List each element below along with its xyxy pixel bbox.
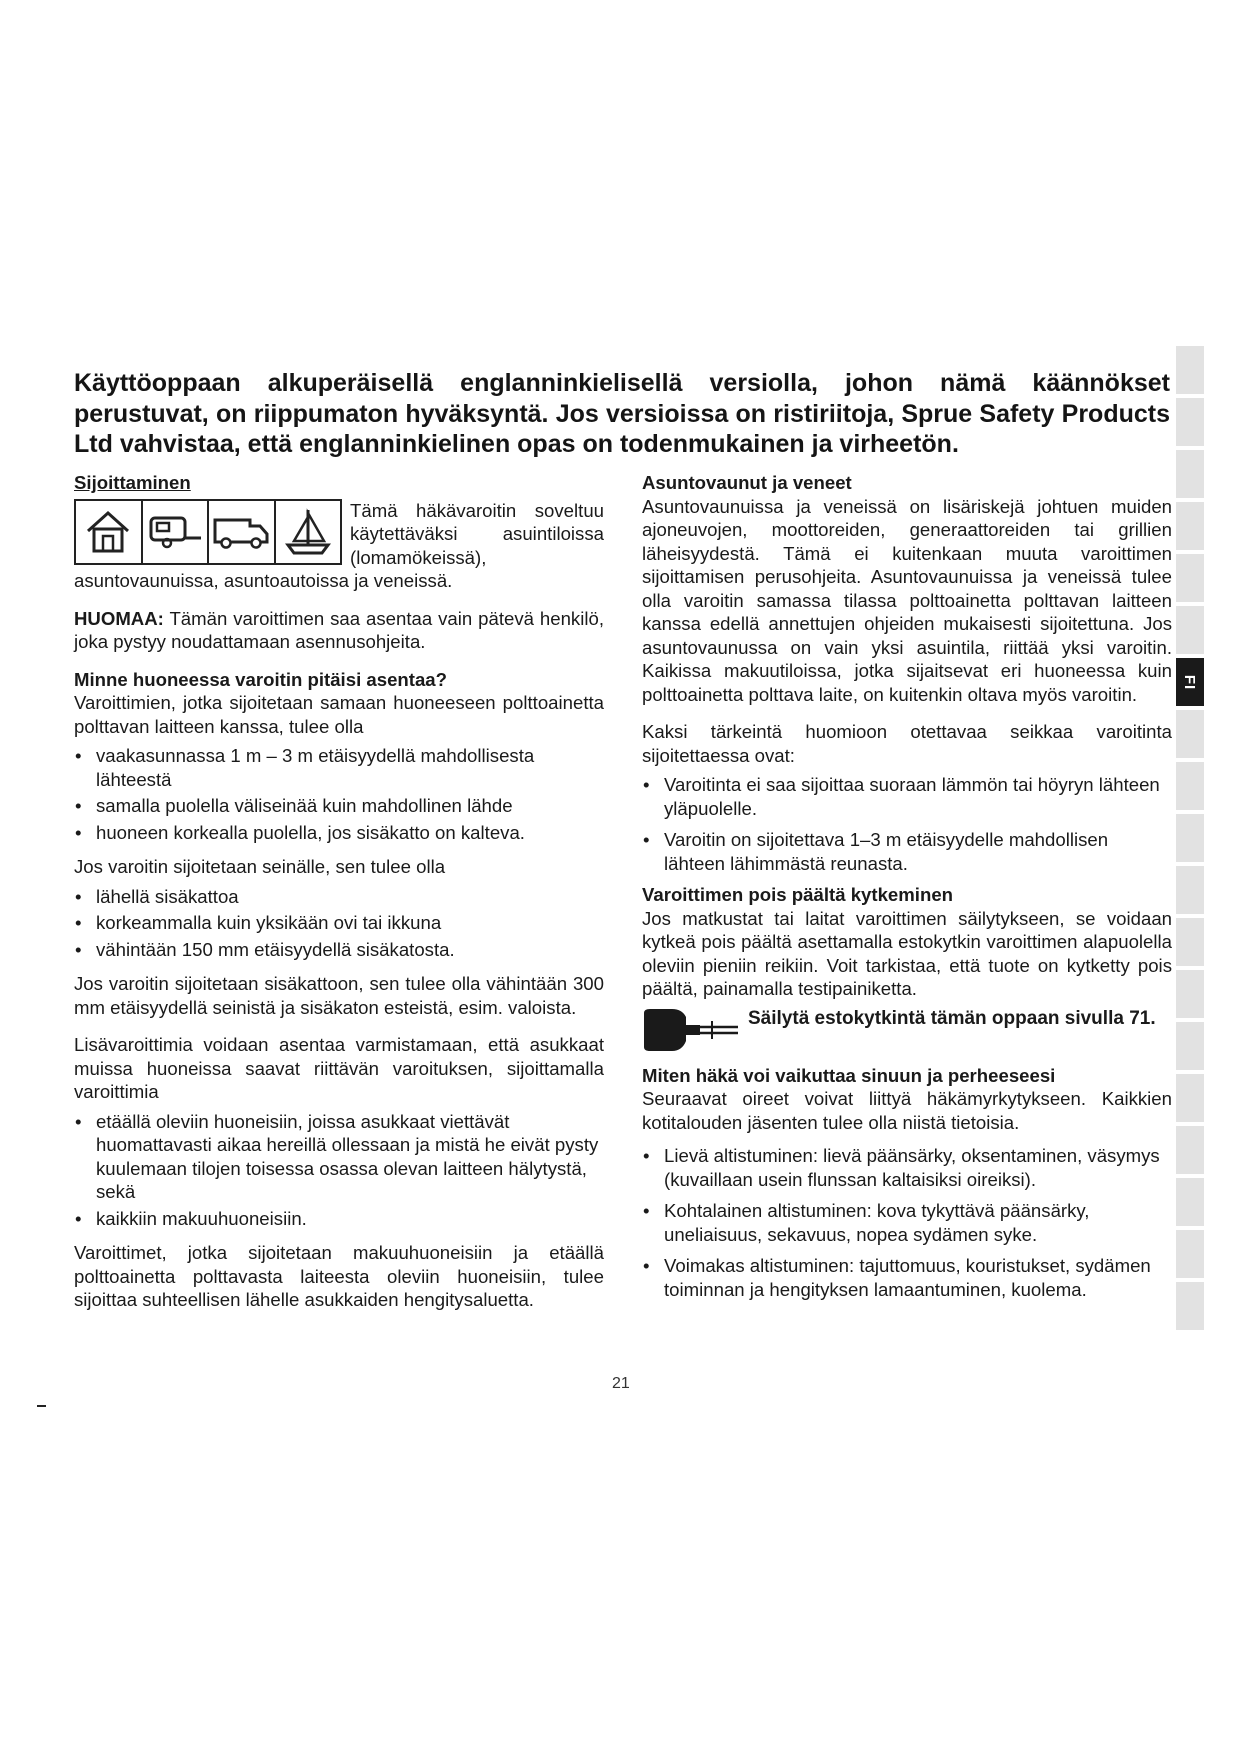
list-item: • korkeammalla kuin yksikään ovi tai ikkuna	[74, 911, 604, 935]
huomaa-label: HUOMAA:	[74, 607, 164, 629]
right-column	[642, 471, 1172, 1309]
asunto-text: Asuntovaunuissa ja veneissä on lisäriskejä johtuen muiden ajoneuvojen, moottoreiden, generaattoreiden tai grillien läheisyydestä. Tämä ei kuitenkaan muuta varoittimen sijoittamisen perusohjeita. Asuntovaunuissa ja veneissä tulee olla varoitin samassa tilassa polttoainetta polttavan laitteen kanssa edellä annettujen ohjeiden mukaisesti sijoitettuna. Jos asuntovaunussa on vain yksi asuintila, riittää yksi varoitin. Kaikissa makuutiloissa, jotka sijaitsevat eri huoneessa kuin polttoainetta polttava laite, on kuitenkin oltava myös varoitin.	[642, 495, 1172, 705]
language-tab	[1176, 1022, 1204, 1070]
wall-list	[74, 885, 604, 962]
list-item: • Varoitin on sijoitettava 1–3 m etäisyydelle mahdollisen lähteen lähimmästä reunasta.	[642, 828, 1172, 875]
extra-intro: Lisävaroittimia voidaan asentaa varmistamaan, että asukkaat muissa huoneissa saavat riittävän varoituksen, sijoittamalla varoittimia	[74, 1034, 604, 1102]
section-title-pois: Varoittimen pois päältä kytkeminen	[642, 884, 954, 905]
house-icon	[76, 501, 143, 563]
miten-intro: Seuraavat oireet voivat liittyä häkämyrkytykseen. Kaikkien kotitalouden jäsenten tulee olla niistä tietoisia.	[642, 1088, 1172, 1133]
extra-list	[74, 1110, 604, 1231]
language-tab	[1176, 398, 1204, 446]
minne-intro: Varoittimien, jotka sijoitetaan samaan huoneeseen polttoainetta polttavan laitteen kanssa, tulee olla	[74, 692, 604, 737]
isolation-switch-icon	[642, 1007, 742, 1053]
language-tab	[1176, 554, 1204, 602]
huomaa-note	[74, 607, 604, 654]
list-item: • kaikkiin makuuhuoneisiin.	[74, 1207, 604, 1231]
language-tab	[1176, 970, 1204, 1018]
language-tab	[1176, 1074, 1204, 1122]
page-reference	[642, 1007, 1172, 1053]
kaksi-list	[642, 773, 1172, 875]
margin-mark	[37, 1405, 46, 1407]
list-item: • Lievä altistuminen: lievä päänsärky, oksentaminen, väsymys (kuvaillaan usein flunssan kaltaisiksi oireiksi).	[642, 1144, 1172, 1191]
caravan-icon	[143, 501, 210, 563]
language-tab-fi	[1176, 658, 1204, 706]
motorhome-icon	[209, 501, 276, 563]
usage-text: Tämä häkävaroitin soveltuu käytettäväksi asuintiloissa (lomamökeissä),	[350, 499, 604, 568]
language-tab	[1176, 450, 1204, 498]
bedroom-text: Varoittimet, jotka sijoitetaan makuuhuoneisiin ja etäällä polttoainetta polttavasta laiteesta oleviin huoneisiin, tulee sijoittaa suhteellisen lähelle asukkaiden hengitysaluetta.	[74, 1242, 604, 1310]
pois-text: Jos matkustat tai laitat varoittimen säilytykseen, se voidaan kytkeä pois päältä asettamalla estokytkin varoittimen alapuolella oleviin pieniin reikiin. Voit tarkistaa, että tuote on kytketty pois päältä, painamalla testipainiketta.	[642, 907, 1172, 999]
huomaa-text: Tämän varoittimen saa asentaa vain pätevä henkilö, joka pystyy noudattamaan asennusohjeita.	[74, 607, 604, 652]
language-tab	[1176, 606, 1204, 654]
language-tab-label: FI	[1181, 674, 1199, 690]
language-tab	[1176, 346, 1204, 394]
list-item: • etäällä oleviin huoneisiin, joissa asukkaat viettävät huomattavasti aikaa hereillä ollessaan ja mistä he eivät pysty kuulemaan tilojen toisessa osassa olevan laitteen hälytystä, sekä	[74, 1110, 604, 1204]
list-item: • samalla puolella väliseinää kuin mahdollinen lähde	[74, 794, 604, 818]
language-tab	[1176, 1178, 1204, 1226]
section-title-sijoittaminen: Sijoittaminen	[74, 472, 191, 493]
page-number: 21	[612, 1375, 630, 1392]
wall-intro: Jos varoitin sijoitetaan seinälle, sen tulee olla	[74, 856, 446, 877]
boat-icon	[276, 501, 341, 563]
section-title-miten: Miten häkä voi vaikuttaa sinuun ja perheeseesi	[642, 1064, 1056, 1086]
section-title-minne: Minne huoneessa varoitin pitäisi asentaa?	[74, 668, 448, 690]
language-tabs	[1176, 346, 1204, 1334]
language-tab	[1176, 1282, 1204, 1330]
language-tab	[1176, 502, 1204, 550]
list-item: • vähintään 150 mm etäisyydellä sisäkatosta.	[74, 938, 604, 962]
left-column	[74, 471, 604, 1312]
usage-text-continued: asuntovaunuissa, asuntoautoissa ja veneissä.	[74, 570, 453, 591]
page-reference-text: Säilytä estokytkintä tämän oppaan sivulla 71.	[748, 1007, 1156, 1029]
language-tab	[1176, 918, 1204, 966]
list-item: • lähellä sisäkattoa	[74, 885, 604, 909]
usage-icons-block	[74, 499, 604, 570]
miten-list	[642, 1144, 1172, 1301]
language-tab	[1176, 1126, 1204, 1174]
language-tab	[1176, 866, 1204, 914]
ceiling-text: Jos varoitin sijoitetaan sisäkattoon, sen tulee olla vähintään 300 mm etäisyydellä seinistä ja sisäkaton esteistä, esim. valoista.	[74, 973, 604, 1018]
list-item: • vaakasunnassa 1 m – 3 m etäisyydellä mahdollisesta lähteestä	[74, 744, 604, 791]
list-item: • Kohtalainen altistuminen: kova tykyttävä päänsärky, uneliaisuus, sekavuus, nopea sydämen syke.	[642, 1199, 1172, 1246]
list-item: • huoneen korkealla puolella, jos sisäkatto on kalteva.	[74, 821, 604, 845]
page-heading: Käyttöoppaan alkuperäisellä englanninkielisellä versiolla, johon nämä käännökset perustuvat, on riippumaton hyväksyntä. Jos versioissa on ristiriitoja, Sprue Safety Products Ltd vahvistaa, että englanninkielinen opas on todenmukainen ja virheetön.	[74, 369, 1170, 458]
minne-list	[74, 744, 604, 844]
section-title-asunto: Asuntovaunut ja veneet	[642, 472, 852, 493]
language-tab	[1176, 762, 1204, 810]
language-tab	[1176, 814, 1204, 862]
kaksi-intro: Kaksi tärkeintä huomioon otettavaa seikkaa varoitinta sijoitettaessa ovat:	[642, 721, 1172, 766]
list-item: • Varoitinta ei saa sijoittaa suoraan lämmön tai höyryn lähteen yläpuolelle.	[642, 773, 1172, 820]
usage-icons	[74, 499, 342, 565]
language-tab	[1176, 710, 1204, 758]
list-item: • Voimakas altistuminen: tajuttomuus, kouristukset, sydämen toiminnan ja hengityksen lamaantuminen, kuolema.	[642, 1254, 1172, 1301]
language-tab	[1176, 1230, 1204, 1278]
